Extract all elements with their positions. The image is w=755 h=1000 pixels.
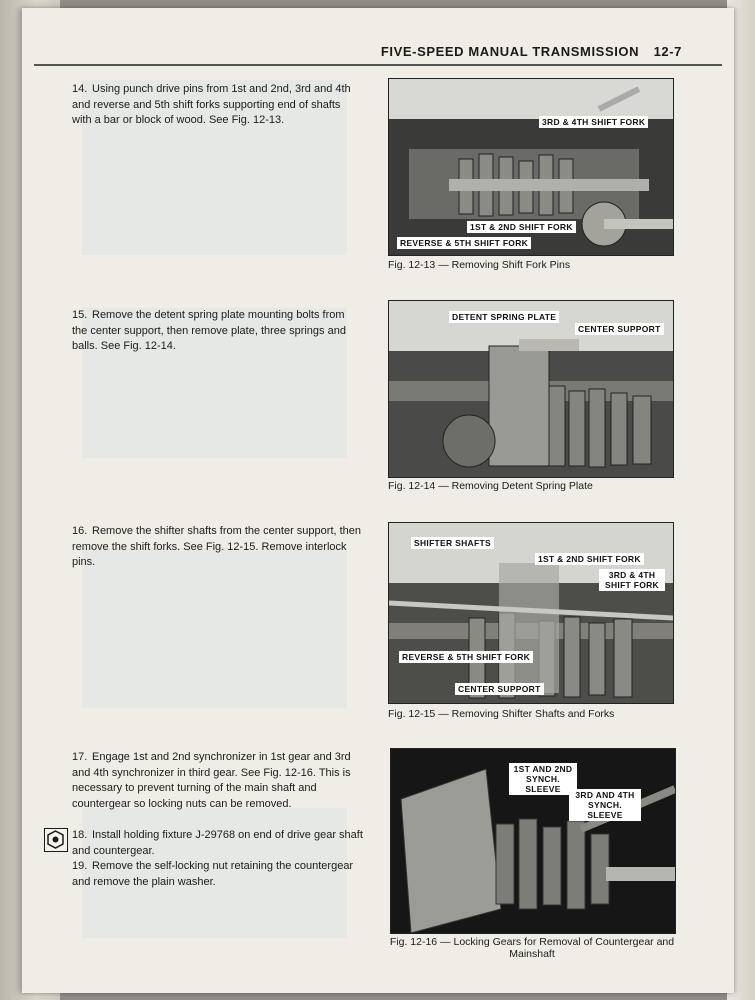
label-3rd-4th-shift-fork: 3RD & 4TH SHIFT FORK bbox=[539, 116, 648, 128]
label-3rd-4th-synch-sleeve: 3RD AND 4TH SYNCH. SLEEVE bbox=[569, 789, 641, 821]
figure-12-14-caption: Fig. 12-14 — Removing Detent Spring Plate bbox=[388, 480, 593, 492]
figure-12-15-caption: Fig. 12-15 — Removing Shifter Shafts and Forks bbox=[388, 708, 615, 720]
step-16 bbox=[72, 524, 362, 571]
header-title: FIVE-SPEED MANUAL TRANSMISSION bbox=[380, 44, 640, 59]
step-number: 15. bbox=[72, 309, 88, 321]
step-number: 14. bbox=[72, 83, 88, 95]
figure-12-13-photo bbox=[388, 78, 674, 256]
label-detent-spring-plate: DETENT SPRING PLATE bbox=[449, 311, 559, 323]
label-1st-2nd-shift-fork: 1ST & 2ND SHIFT FORK bbox=[467, 221, 576, 233]
step-text: Engage 1st and 2nd synchronizer in 1st gear and 3rd and 4th synchronizer in third gear. See Fig. 12-16. This is necessary to prevent turning of the main shaft and countergear so locking nuts can be removed. bbox=[72, 751, 351, 810]
step-text: Remove the self-locking nut retaining the countergear and remove the plain washer. bbox=[72, 860, 354, 888]
page-number: 12-7 bbox=[653, 44, 682, 59]
figure-12-16-caption: Fig. 12-16 — Locking Gears for Removal of Countergear and Mainshaft bbox=[389, 936, 675, 960]
step-text: Remove the shifter shafts from the center support, then remove the shift forks. See Fig. 12-15. Remove interlock pins. bbox=[72, 525, 362, 568]
label-center-support: CENTER SUPPORT bbox=[575, 323, 664, 335]
figure-12-16-photo bbox=[390, 748, 676, 934]
step-18 bbox=[72, 828, 364, 859]
label-1st-2nd-synch-sleeve: 1ST AND 2ND SYNCH. SLEEVE bbox=[509, 763, 577, 795]
page-header bbox=[381, 44, 682, 59]
step-number: 17. bbox=[72, 751, 88, 763]
figure-12-14-photo bbox=[388, 300, 674, 478]
label-3rd-4th-shift-fork: 3RD & 4TH SHIFT FORK bbox=[599, 569, 665, 591]
step-text: Using punch drive pins from 1st and 2nd, 3rd and 4th and reverse and 5th shift forks supporting end of shafts with a bar or block of wood. See Fig. 12-13. bbox=[72, 83, 351, 126]
label-center-support: CENTER SUPPORT bbox=[455, 683, 544, 695]
label-1st-2nd-shift-fork: 1ST & 2ND SHIFT FORK bbox=[535, 553, 644, 565]
step-14 bbox=[72, 82, 362, 129]
figure-12-15-photo bbox=[388, 522, 674, 704]
step-15 bbox=[72, 308, 362, 355]
step-number: 19. bbox=[72, 860, 88, 872]
header-rule bbox=[34, 64, 722, 66]
label-reverse-5th-shift-fork: REVERSE & 5TH SHIFT FORK bbox=[399, 651, 533, 663]
step-19 bbox=[72, 859, 364, 890]
step-text: Remove the detent spring plate mounting bolts from the center support, then remove plate, three springs and balls. See Fig. 12-14. bbox=[72, 309, 346, 352]
figure-12-13-caption: Fig. 12-13 — Removing Shift Fork Pins bbox=[388, 259, 571, 271]
manual-page bbox=[22, 8, 734, 993]
step-number: 16. bbox=[72, 525, 88, 537]
step-17 bbox=[72, 750, 364, 812]
step-text: Install holding fixture J-29768 on end of drive gear shaft and countergear. bbox=[72, 829, 363, 857]
label-reverse-5th-shift-fork: REVERSE & 5TH SHIFT FORK bbox=[397, 237, 531, 249]
bleed-through-image bbox=[82, 548, 347, 708]
special-tool-icon bbox=[44, 828, 68, 852]
step-number: 18. bbox=[72, 829, 88, 841]
label-shifter-shafts: SHIFTER SHAFTS bbox=[411, 537, 494, 549]
